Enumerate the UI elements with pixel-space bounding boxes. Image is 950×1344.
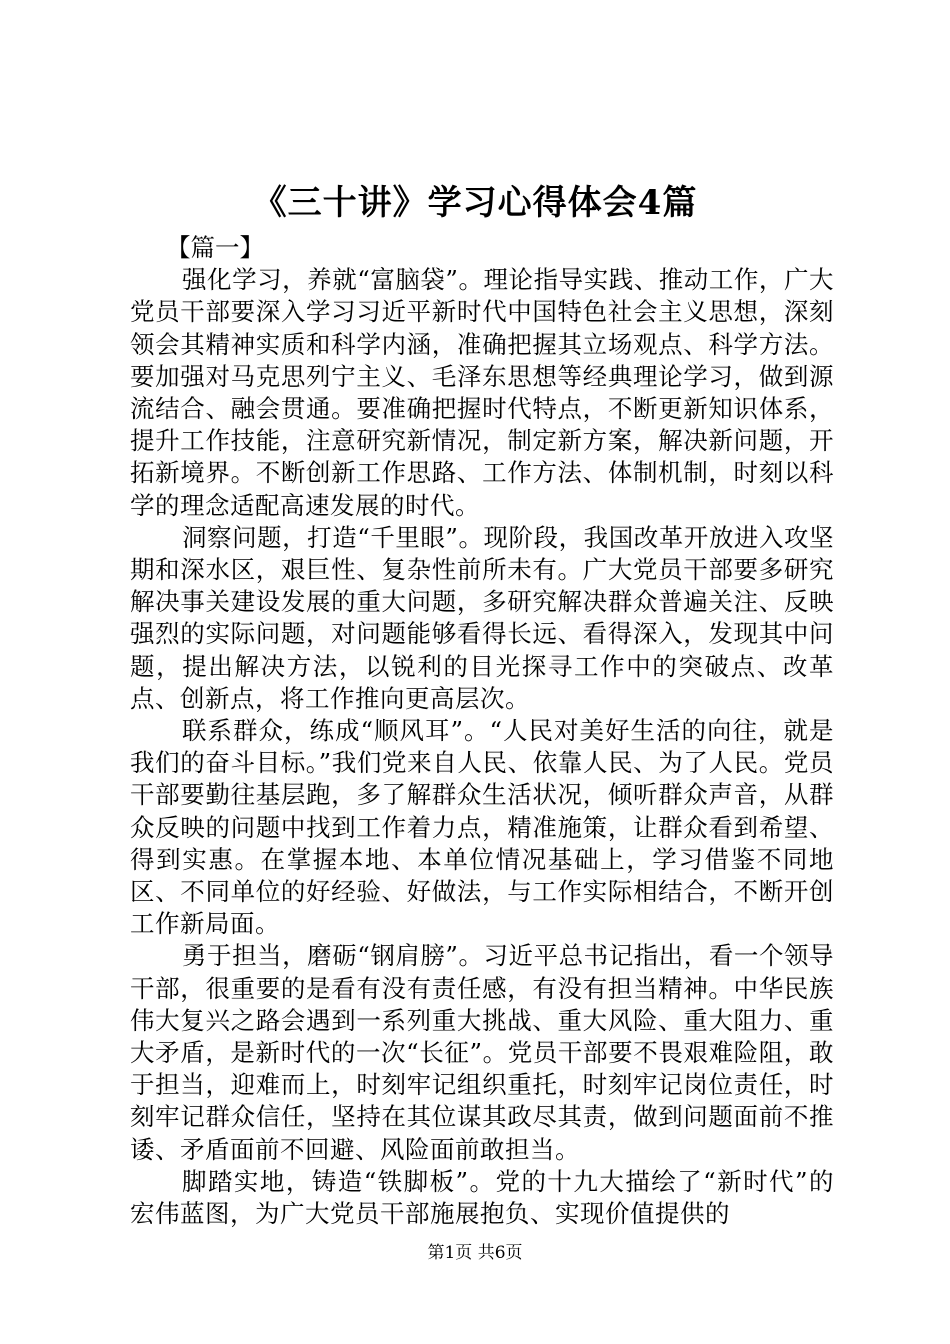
page-footer: 第1页 共6页 [427,1243,523,1263]
paragraph-2: 洞察问题，打造“千里眼”。现阶段，我国改革开放进入攻坚期和深水区，艰巨性、复杂性前所未有。广大党员干部要多研究解决事关建设发展的重大问题，多研究解决群众普遍关注、反映强烈的实际问题，对问题能够看得长远、看得深入，发现其中问题，提出解决方法，以锐利的目光探寻工作中的突破点、改革点、创新点，将工作推向更高层次。 [130,522,834,713]
document-title: 《三十讲》学习心得体会4篇 [252,183,698,223]
paragraph-4: 勇于担当，磨砺“钢肩膀”。习近平总书记指出，看一个领导干部，很重要的是看有没有责任感，有没有担当精神。中华民族伟大复兴之路会遇到一系列重大挑战、重大风险、重大阻力、重大矛盾，是新时代的一次“长征”。党员干部要不畏艰难险阻，敢于担当，迎难而上，时刻牢记组织重托，时刻牢记岗位责任，时刻牢记群众信任，坚持在其位谋其政尽其责，做到问题面前不推诿、矛盾面前不回避、风险面前敢担当。 [130,941,834,1164]
paragraph-1: 强化学习，养就“富脑袋”。理论指导实践、推动工作，广大党员干部要深入学习习近平新时代中国特色社会主义思想，深刻领会其精神实质和科学内涵，准确把握其立场观点、科学方法。要加强对马克思列宁主义、毛泽东思想等经典理论学习，做到源流结合、融会贯通。要准确把握时代特点，不断更新知识体系，提升工作技能，注意研究新情况，制定新方案，解决新问题，开拓新境界。不断创新工作思路、工作方法、体制机制，时刻以科学的理念适配高速发展的时代。 [130,265,834,520]
paragraph-5: 脚踏实地，铸造“铁脚板”。党的十九大描绘了“新时代”的宏伟蓝图，为广大党员干部施展抱负、实现价值提供的 [130,1166,834,1229]
section-heading: 【篇一】 [166,233,264,262]
paragraph-3: 联系群众，练成“顺风耳”。“人民对美好生活的向往，就是我们的奋斗目标。”我们党来自人民、依靠人民、为了人民。党员干部要勤往基层跑，多了解群众生活状况，倾听群众声音，从群众反映的问题中找到工作着力点，精准施策，让群众看到希望、得到实惠。在掌握本地、本单位情况基础上，学习借鉴不同地区、不同单位的好经验、好做法，与工作实际相结合，不断开创工作新局面。 [130,716,834,939]
document-body [130,232,834,1230]
